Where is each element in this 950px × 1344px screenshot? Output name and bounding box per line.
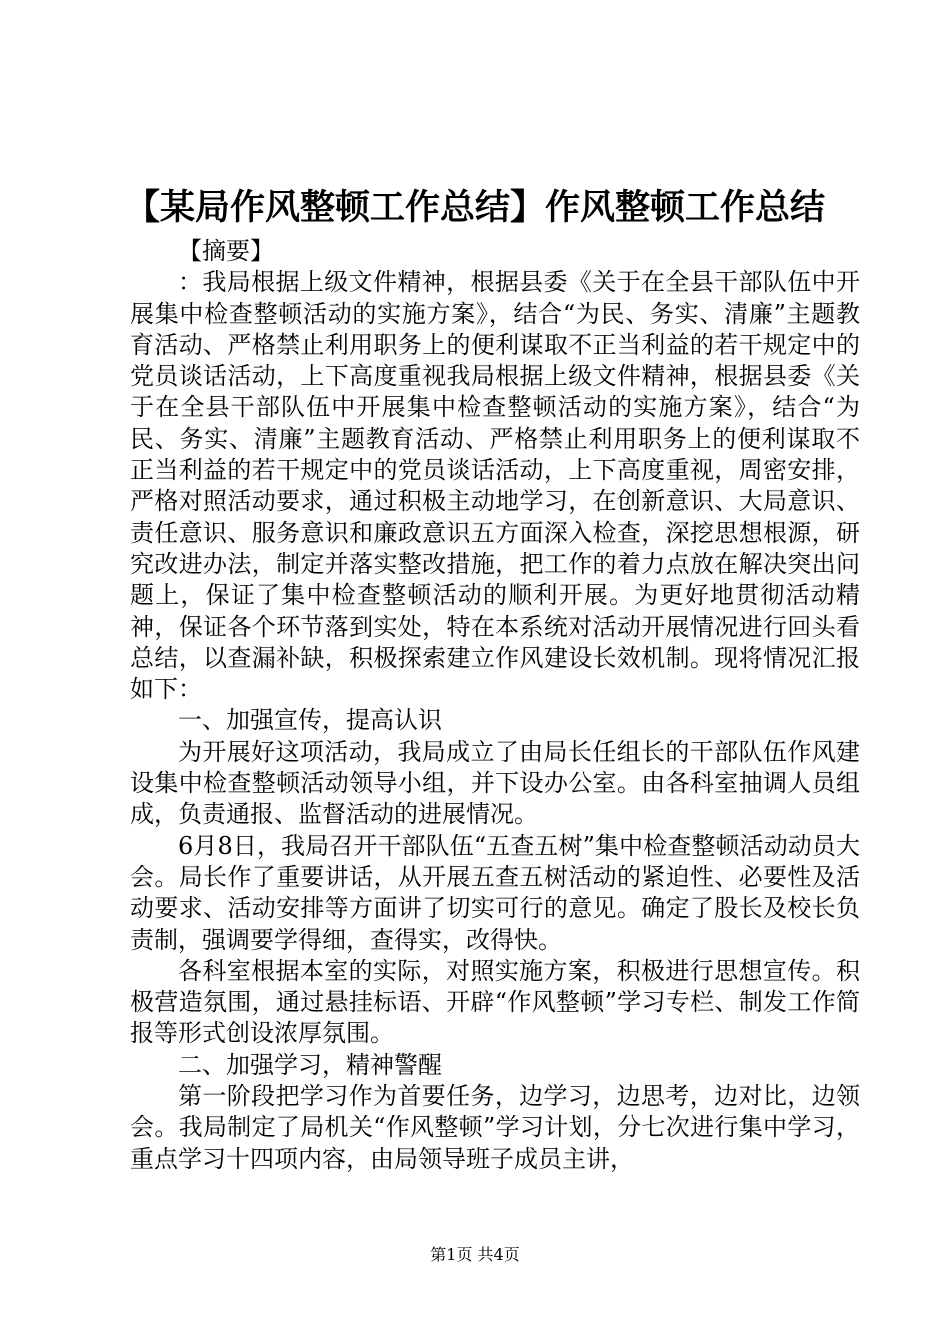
summary-label: 【摘要】 [178, 237, 274, 265]
section-heading-1: 一、加强宣传，提高认识 [178, 706, 442, 735]
section-heading-2: 二、加强学习，精神警醒 [178, 1050, 442, 1079]
summary-paragraph: ：我局根据上级文件精神，根据县委《关于在全县干部队伍中开展集中检查整顿活动的实施方案》，结合“为民、务实、清廉”主题教育活动、严格禁止利用职务上的便利谋取不正当利益的若干规定中的党员谈话活动，上下高度重视我局根据上级文件精神，根据县委《关于在全县干部队伍中开展集中检查整顿活动的实施方案》，结合“为民、务实、清廉”主题教育活动、严格禁止利用职务上的便利谋取不正当利益的若干规定中的党员谈话活动，上下高度重视，周密安排，严格对照活动要求，通过积极主动地学习，在创新意识、大局意识、责任意识、服务意识和廉政意识五方面深入检查，深挖思想根源，研究改进办法，制定并落实整改措施，把工作的着力点放在解决突出问题上，保证了集中检查整顿活动的顺利开展。为更好地贯彻活动精神，保证各个环节落到实处，特在本系统对活动开展情况进行回头看总结，以查漏补缺，积极探索建立作风建设长效机制。现将情况汇报如下： [130, 268, 860, 704]
document-title: 【某局作风整顿工作总结】作风整顿工作总结 [124, 187, 825, 228]
body-paragraph: 各科室根据本室的实际，对照实施方案，积极进行思想宣传。积极营造氛围，通过悬挂标语、开辟“作风整顿”学习专栏、制发工作简报等形式创设浓厚氛围。 [130, 956, 860, 1048]
body-paragraph: 6月8日，我局召开干部队伍“五查五树”集中检查整顿活动动员大会。局长作了重要讲话，从开展五查五树活动的紧迫性、必要性及活动要求、活动安排等方面讲了切实可行的意见。确定了股长及校长负责制，强调要学得细，查得实，改得快。 [130, 831, 860, 954]
body-paragraph: 为开展好这项活动，我局成立了由局长任组长的干部队伍作风建设集中检查整顿活动领导小组，并下设办公室。由各科室抽调人员组成，负责通报、监督活动的进展情况。 [130, 737, 860, 829]
body-paragraph: 第一阶段把学习作为首要任务，边学习，边思考，边对比，边领会。我局制定了局机关“作风整顿”学习计划，分七次进行集中学习，重点学习十四项内容，由局领导班子成员主讲， [130, 1082, 860, 1173]
document-body [130, 236, 860, 1175]
page-footer: 第1页 共4页 [430, 1245, 520, 1264]
